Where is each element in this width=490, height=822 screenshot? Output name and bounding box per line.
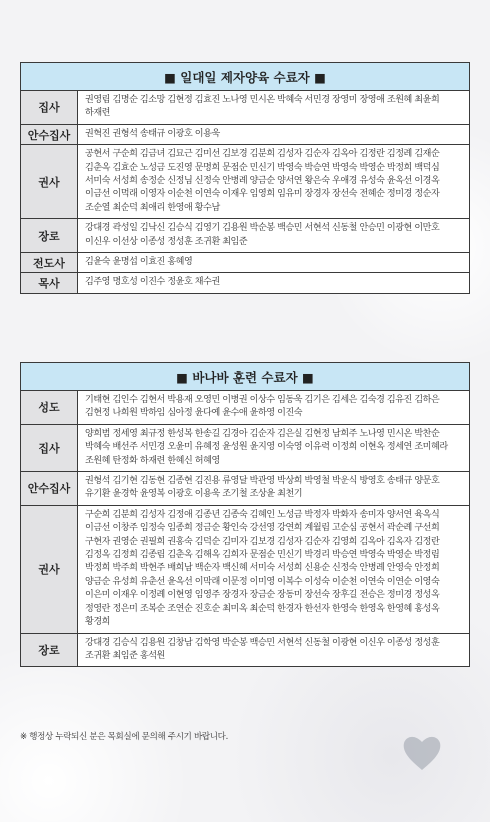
row-category: 권사	[21, 145, 78, 218]
table-row	[21, 145, 469, 219]
table-row	[21, 273, 469, 292]
table-row	[21, 125, 469, 145]
row-names: 강대경 김승식 김용원 김창남 김학영 박순봉 백승민 서현석 신동철 이광현 이신우 이종성 정성훈 조귀환 최임준 홍석원	[85, 637, 440, 661]
table-row	[21, 506, 469, 634]
row-category: 안수집사	[21, 472, 78, 505]
row-names: 구순희 김분희 김성자 김정애 김종년 김종숙 김혜인 노성금 박정자 박화자 송미자 양서연 육옥식 이금선 이창주 임정숙 임종희 정금순 황인숙 강선영 강연희 계월림 고순심 공현서 곽순례 구선희 구현자 권영순 권필희 권홍숙 김덕순 김미자 김보경 김성자 김순자 김영희 김옥아 김옥자 김정란 김정옥 김정희 김종림 김춘옥 김해옥 김희자 문점순 민신기 박경리 박승연 박영숙 박영순 박정림 박정희 박주희 박현주 배희남 백순자 백신혜 서미숙 서성희 신용순 신정숙 안병례 안영숙 안정희 양금순 유성희 유춘선 윤옥선 이막래 이문정 이미영 이복수 이성숙 이순천 이연숙 이연순 이영숙 이은미 이재우 이정례 이현영 임영주 장경자 장금순 장동미 장선숙 장후길 전승은 정미경 정성옥 정영란 정은미 조복순 조연순 진호순 최미옥 최순덕 한경자 한선자 한영숙 한영옥 한영혜 홍성옥 황경희	[85, 509, 440, 628]
row-category: 장로	[21, 634, 78, 667]
row-category: 목사	[21, 273, 78, 292]
row-category: 집사	[21, 91, 78, 124]
row-category: 안수집사	[21, 125, 78, 144]
table-title: ■ 바나바 훈련 수료자 ■	[21, 363, 469, 391]
row-names: 강대경 곽성일 김낙신 김승식 김영기 김용원 박순봉 백승민 서현석 신동철 안승민 이광현 이만호 이신우 이선상 이종성 정성훈 조귀환 최임준	[85, 223, 440, 247]
row-names: 권형석 김기현 김동현 김종현 김진용 류영달 박관영 박상희 박영철 박운식 방영호 송태규 양문호 유기환 윤경학 윤영복 이광호 이용욱 조기철 조상윤 최천기	[85, 476, 440, 500]
barnabas-training-table	[20, 362, 470, 667]
table-row	[21, 472, 469, 506]
table-row	[21, 253, 469, 273]
row-names: 공현서 구순희 김금녀 김묘근 김미선 김보경 김분희 김성자 김순자 김옥아 김정란 김정례 김재순 김춘옥 김효순 노성금 도진영 문명희 문점순 민신기 박영숙 박승연 박영숙 박영순 박정희 백덕심 서미숙 서성희 송정순 신정님 신정숙 안병례 양금순 양서연 왕은숙 우애경 유성숙 윤옥선 이경옥 이금선 이먹래 이영자 이순천 이연숙 이재우 임영희 임유미 장경자 장선숙 전혜순 정미경 정순자 조순열 최순덕 최애리 한영애 황수남	[85, 149, 440, 213]
row-category: 집사	[21, 425, 78, 471]
row-names: 기태현 김인수 김현서 박용재 오영민 이병권 이상수 임동욱 김기은 김세은 김숙경 김유진 김하은 김현정 나희원 박하임 심아정 윤다예 윤수애 윤하영 이진숙	[85, 395, 440, 419]
row-names: 양희범 정세영 최규정 한성복 한송길 김경아 김순자 김은실 김현정 남희주 노나영 민시온 박찬순 박혜숙 배선주 서민경 오윤미 유혜정 윤성원 윤지영 이숙영 이유력 이정희 이현옥 정세연 조미혜라 조원혜 탄정화 하재련 한혜신 허혜영	[85, 428, 448, 466]
row-names: 김윤숙 윤명섭 이효진 홍혜영	[85, 257, 193, 268]
row-category: 성도	[21, 391, 78, 424]
heart-decoration-icon	[400, 730, 444, 774]
table-row	[21, 91, 469, 125]
footnote: ※ 행정상 누락되신 분은 목회실에 문의해 주시기 바랍니다.	[20, 732, 228, 742]
table-row	[21, 219, 469, 253]
table-title: ■ 일대일 제자양육 수료자 ■	[21, 63, 469, 91]
row-names: 김주영 명호성 이진수 정윤호 채수권	[85, 277, 220, 288]
row-category: 전도사	[21, 253, 78, 272]
table-row	[21, 634, 469, 667]
row-names: 권영림 김명순 김소망 김현정 김효진 노나영 민시온 박혜숙 서민경 장영미 장영애 조원혜 최윤희 하재련	[85, 95, 440, 119]
row-names: 권혁진 권형석 송태규 이광호 이용욱	[85, 128, 220, 139]
table-row	[21, 391, 469, 425]
one-on-one-discipleship-table	[20, 62, 470, 294]
table-row	[21, 425, 469, 472]
row-category: 권사	[21, 506, 78, 633]
row-category: 장로	[21, 219, 78, 252]
